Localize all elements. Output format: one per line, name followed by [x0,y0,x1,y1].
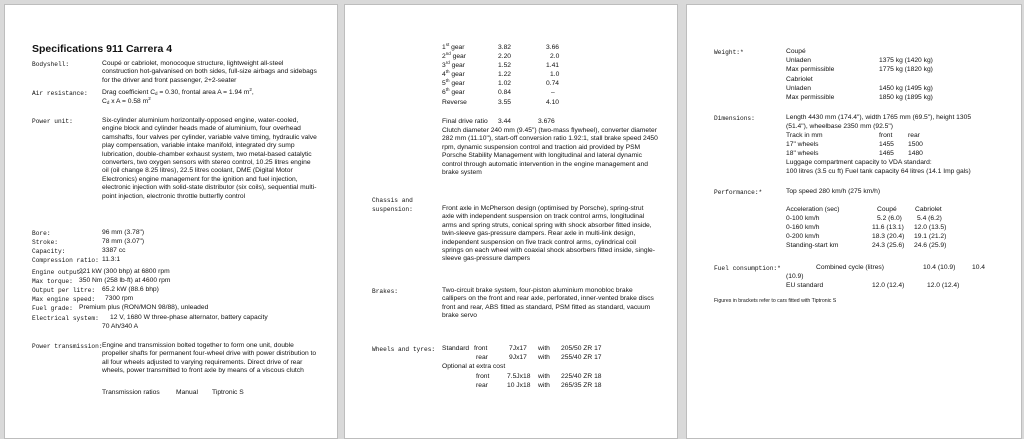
gear-tiptronic-ratio: 1.0 [550,71,560,78]
accel-header-cabriolet: Cabriolet [915,206,942,213]
brakes-text: Two-circuit brake system, four-piston aluminium monobloc brake callipers on the front and rear axle, perforated, inner-vented brake discs front and rear, ABS fitted as standard, PSM fitted as standard, vacuum brake servo [442,287,654,320]
gear-label: 6th gear [442,87,465,96]
gear-tiptronic-ratio: 1.41 [546,62,560,69]
chassis-label-line2: suspension: [372,206,413,213]
gear-manual-ratio: 1.02 [498,80,512,87]
wheel-position: front [476,373,490,380]
fuel-combined-cont: (10.9) [786,273,804,280]
track-header-rear: rear [908,132,920,139]
fuel-eu-cabriolet: 12.0 (12.4) [927,282,960,289]
track-row-name: 17" wheels [786,141,819,148]
spec-value: 78 mm (3.07") [102,238,145,245]
spec-value: 3387 cc [102,247,126,254]
wheels-label: Wheels and tyres: [372,346,436,353]
wheel-position: front [474,345,488,352]
power-transmission-label: Power transmission: [32,343,103,350]
gear-label: 3rd gear [442,60,465,69]
accel-row-name: 0-160 km/h [786,224,820,231]
accel-header-coupe: Coupé [877,206,897,213]
spec-value: 12 V, 1680 W three-phase alternator, battery capacity [110,314,268,321]
dimensions-line2: (51.4"), wheelbase 2350 mm (92.5") [786,123,893,130]
document-page-1 [4,4,338,439]
gear-tiptronic-ratio: 3.66 [546,44,560,51]
brakes-label: Brakes: [372,288,398,295]
ratios-header-tiptronic: Tiptronic S [212,389,244,396]
final-drive-tiptronic: 3.676 [538,118,555,125]
reverse-tiptronic-ratio: 4.10 [546,99,560,106]
accel-row-cabriolet: 12.0 (13.5) [914,224,947,231]
bodyshell-text: Coupé or cabriolet, monocoque structure, lightweight all-steel construction hot-galvanised on both sides, full-size airbags and sidebags for the driver and front passenger, 2+2-seater [102,60,317,84]
wheel-tyre: 205/50 ZR 17 [561,345,602,352]
power-transmission-text: Engine and transmission bolted together to form one unit, double propeller shafts for permanent four-wheel drive with power distribution to all four wheels adjusted to varying requirements. Direct drive of rear wheels, power transmitted to front axle by means of a viscous clutch [102,342,317,375]
fuel-eu-label: EU standard [786,282,824,289]
bodyshell-label: Bodyshell: [32,61,70,68]
gear-manual-ratio: 1.22 [498,71,512,78]
final-drive-manual: 3.44 [498,118,512,125]
weight-row-name: Coupé [786,48,806,55]
clutch-text: Clutch diameter 240 mm (9.45") (two-mass flywheel), converter diameter 282 mm (11.10"), start-off conversion ratio 1.92:1, stall brake speed 2450 rpm, dynamic suspension control and traction aid provided by PSM Porsche Stability Management with longitudinal and lateral dynamic control through automatic intervention in the engine management and brake system [442,127,658,177]
accel-row-cabriolet: 5.4 (6.2) [917,215,942,222]
wheels-standard-label: Standard [442,345,470,352]
fuel-label: Fuel consumption:* [714,265,781,272]
spec-label: Electrical system: [32,315,99,322]
gear-manual-ratio: 0.84 [498,89,512,96]
reverse-label: Reverse [442,99,467,106]
document-page-2 [344,4,678,439]
accel-row-coupe: 24.3 (25.6) [872,242,905,249]
spec-label: Compression ratio: [32,257,99,264]
ratios-header-label: Transmission ratios [102,389,160,396]
accel-row-name: Standing-start km [786,242,839,249]
air-resistance-line2: $C_d$ x A = 0.58 $m^2$ [102,96,151,105]
wheel-with: with [538,345,550,352]
document-page-3 [686,4,1022,439]
spec-value: 350 Nm (258 lb-ft) at 4600 rpm [79,277,171,284]
weight-row-name: Max permissible [786,66,835,73]
wheel-tyre: 265/35 ZR 18 [561,382,602,389]
accel-row-coupe: 18.3 (20.4) [872,233,905,240]
chassis-text: Front axle in McPherson design (optimised by Porsche), spring-strut axle with independent suspension on track control arms, longitudinal arms and spring struts, conical spring with shock absorber fitted inside, twin-sleeve gas-pressure dampers. Rear axle in multi-link design, independent suspension on five track control arms, cylindrical coil springs on each wheel with coaxial shock absorbers fitted inside, single-sleeve gas-pressure dampers [442,205,655,263]
spec-value: 221 kW (300 bhp) at 6800 rpm [79,268,170,275]
track-row-front: 1465 [879,150,894,157]
weight-row-value: 1375 kg (1420 kg) [879,57,933,64]
wheel-tyre: 255/40 ZR 17 [561,354,602,361]
weight-row-name: Max permissible [786,94,835,101]
spec-label: Engine output: [32,269,84,276]
weight-row-value: 1775 kg (1820 kg) [879,66,933,73]
spec-value: Premium plus (RON/MON 98/88), unleaded [79,304,209,311]
gear-manual-ratio: 3.82 [498,44,512,51]
fuel-combined-cabriolet: 10.4 [972,264,986,271]
luggage-line2: 100 litres (3.5 cu ft) Fuel tank capacity 64 litres (14.1 Imp gals) [786,168,971,175]
gear-tiptronic-ratio: – [551,89,555,96]
accel-row-coupe: 5.2 (6.0) [877,215,902,222]
air-resistance-label: Air resistance: [32,90,88,97]
fuel-combined-label: Combined cycle (litres) [816,264,885,271]
weight-row-name: Unladen [786,85,811,92]
final-drive-label: Final drive ratio [442,118,488,125]
gear-label: 4th gear [442,69,465,78]
accel-row-coupe: 11.6 (13.1) [872,224,904,231]
track-row-front: 1455 [879,141,894,148]
spec-label: Max engine speed: [32,296,96,303]
gear-manual-ratio: 1.52 [498,62,512,69]
electrical-line2: 70 Ah/340 A [102,323,139,330]
dimensions-label: Dimensions: [714,115,755,122]
accel-header-label: Acceleration (sec) [786,206,840,213]
spec-label: Max torque: [32,278,73,285]
wheel-rim: 7.5Jx18 [507,373,531,380]
reverse-manual-ratio: 3.55 [498,99,512,106]
chassis-label-line1: Chassis and [372,197,413,204]
spec-value: 65.2 kW (88.6 bhp) [102,286,159,293]
wheel-rim: 9Jx17 [509,354,527,361]
spec-label: Capacity: [32,248,66,255]
fuel-eu-coupe: 12.0 (12.4) [872,282,905,289]
gear-tiptronic-ratio: 2.0 [550,53,560,60]
accel-row-name: 0-100 km/h [786,215,820,222]
wheel-with: with [538,373,550,380]
luggage-line1: Luggage compartment capacity to VDA standard: [786,159,932,166]
track-row-name: 18" wheels [786,150,819,157]
track-row-rear: 1480 [908,150,923,157]
spec-label: Output per litre: [32,287,96,294]
fuel-combined-coupe: 10.4 (10.9) [923,264,956,271]
page-title: Specifications 911 Carrera 4 [32,43,173,55]
wheel-rim: 7Jx17 [509,345,527,352]
spec-label: Stroke: [32,239,58,246]
accel-row-cabriolet: 24.6 (25.9) [914,242,947,249]
weight-row-value: 1850 kg (1895 kg) [879,94,933,101]
weight-row-name: Unladen [786,57,811,64]
wheel-rim: 10 Jx18 [507,382,531,389]
wheel-with: with [538,382,550,389]
footnote: Figures in brackets refer to cars fitted with Tiptronic S [714,298,837,304]
spec-value: 96 mm (3.78") [102,229,145,236]
spec-label: Fuel grade: [32,305,73,312]
air-resistance-line1: Drag coefficient $C_d = 0.30$, frontal area A = 1.94 $m^2$, [102,87,254,96]
gear-label: 2nd gear [442,51,466,60]
weight-row-value: 1450 kg (1495 kg) [879,85,933,92]
performance-label: Performance:* [714,189,763,196]
spec-value: 11.3:1 [102,256,121,263]
power-unit-text: Six-cylinder aluminium horizontally-opposed engine, water-cooled, engine block and cylinder heads made of aluminium, four overhead camshafts, four valves per cylinder, variable valve timing, hydraulic valve play compensation, variable intake manifold, integrated dry sump lubrication, double-chamber exhaust system, two metal-based catalytic converters, two oxygen sensors with stereo control, 10.25 litres engine oil (oil change 8.25 litres), 22.5 litres coolant, DME (Digital Motor Electronics) engine management for the ignition and fuel injection, electronic injection with solid-state distributor (six coils), sequential multi-point injection, electronic throttle butterfly control [102,117,317,200]
power-unit-label: Power unit: [32,118,73,125]
spec-label: Bore: [32,230,51,237]
weight-row-name: Cabriolet [786,76,813,83]
accel-row-name: 0-200 km/h [786,233,820,240]
wheels-optional-label: Optional at extra cost [442,363,506,370]
track-row-rear: 1500 [908,141,923,148]
wheel-with: with [538,354,550,361]
gear-manual-ratio: 2.20 [498,53,512,60]
top-speed: Top speed 280 km/h (275 km/h) [786,188,881,195]
gear-tiptronic-ratio: 0.74 [546,80,560,87]
wheel-tyre: 225/40 ZR 18 [561,373,602,380]
weight-label: Weight:* [714,49,744,56]
wheel-position: rear [476,354,488,361]
dimensions-line1: Length 4430 mm (174.4"), width 1765 mm (69.5"), height 1305 [786,114,972,121]
gear-label: 5th gear [442,78,465,87]
accel-row-cabriolet: 19.1 (21.2) [914,233,947,240]
gear-label: 1st gear [442,42,465,51]
wheel-position: rear [476,382,488,389]
spec-value: 7300 rpm [105,295,134,302]
ratios-header-manual: Manual [176,389,198,396]
track-header-front: front [879,132,893,139]
track-header-label: Track in mm [786,132,823,139]
